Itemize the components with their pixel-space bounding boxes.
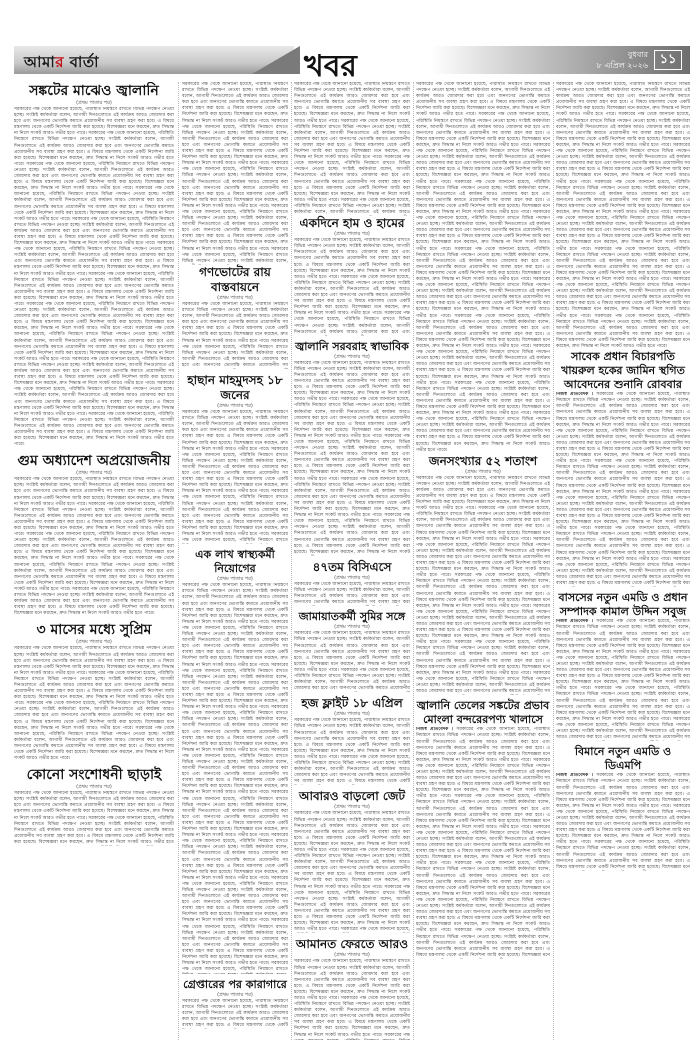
story (294, 789, 410, 933)
story-body: সরকারের পক্ষ থেকে জানানো হয়েছে, পরিস্থিতি নিয়ন্ত্রণে রাখতে বিভিন্ন পদক্ষেপ নেওয়া হচ্ছে। সংশ্লিষ্ট কর্মকর্তারা বলেন, আগামী দিনগুলোতে এই কার্যক্রম আরও জোরদার করা হবে এবং জনগণের ভোগান্তি কমাতে প্রয়োজনীয় সব ব্যবস্থা গ্রহণ করা হবে। এ বিষয়ে মন্ত্রণালয় থেকে একটি নির্দেশনা জারি করা হয়েছে। বিশেষজ্ঞরা মনে করছেন, দ্রুত সিদ্ধান্ত না নিলে সংকট আরও গভীর হতে পারে। সরকারের পক্ষ থেকে জানানো হয়েছে, পরিস্থিতি নিয়ন্ত্রণে রাখতে বিভিন্ন পদক্ষেপ নেওয়া হচ্ছে। সংশ্লিষ্ট কর্মকর্তারা বলেন, আগামী দিনগুলোতে এই কার্যক্রম আরও জোরদার করা হবে এবং জনগণের ভোগান্তি কমাতে প্রয়োজনীয় সব ব্যবস্থা গ্রহণ করা হবে। এ বিষয়ে মন্ত্রণালয় থেকে একটি নির্দেশনা জারি করা হয়েছে। বিশেষজ্ঞরা মনে করছেন, দ্রুত সিদ্ধান্ত না নিলে সংকট আরও গভীর হতে পারে। সরকারের পক্ষ থেকে জানানো হয়েছে, পরিস্থিতি নিয়ন্ত্রণে রাখতে বিভিন্ন পদক্ষেপ নেওয়া হচ্ছে। সংশ্লিষ্ট কর্মকর্তারা বলেন, আগামী দিনগুলোতে এই কার্যক্রম আরও জোরদার করা হবে এবং জনগণের ভোগান্তি কমাতে প্রয়োজনীয় সব ব্যবস্থা গ্রহণ করা হবে। এ বিষয়ে মন্ত্রণালয় থেকে একটি নির্দেশনা জারি করা হয়েছে। বিশেষজ্ঞরা মনে করছেন, দ্রুত সিদ্ধান্ত না নিলে সংকট আরও গভীর হতে পারে। সরকারের পক্ষ থেকে জানানো হয়েছে, পরিস্থিতি নিয়ন্ত্রণে রাখতে বিভিন্ন পদক্ষেপ নেওয়া হচ্ছে। সংশ্লিষ্ট কর্মকর্তারা বলেন, আগামী দিনগুলোতে এই কার্যক্রম আরও জোরদার করা হবে এবং জনগণের ভোগান্তি কমাতে প্রয়োজনীয় সব ব্যবস্থা গ্রহণ করা হবে। এ বিষয়ে মন্ত্রণালয় থেকে একটি নির্দেশনা জারি করা হয়েছে। বিশেষজ্ঞরা মনে করছেন, দ্রুত সিদ্ধান্ত না নিলে সংকট আরও গভীর হতে পারে। (14, 646, 174, 762)
headline: আবারও বাড়লো জেট (298, 789, 406, 804)
story (556, 591, 690, 741)
story (556, 745, 690, 871)
jump-label: (প্রথম পাতার পর) (334, 574, 370, 581)
story-body: সরকারের পক্ষ থেকে জানানো হয়েছে, পরিস্থিতি নিয়ন্ত্রণে রাখতে বিভিন্ন পদক্ষেপ নেওয়া হচ্ছে। সংশ্লিষ্ট কর্মকর্তারা বলেন, আগামী দিনগুলোতে এই কার্যক্রম আরও জোরদার করা হবে এবং জনগণের ভোগান্তি কমাতে প্রয়োজনীয় সব ব্যবস্থা গ্রহণ করা হবে। এ বিষয়ে মন্ত্রণালয় থেকে একটি নির্দেশনা জারি করা হয়েছে। বিশেষজ্ঞরা মনে করছেন, দ্রুত সিদ্ধান্ত না নিলে সংকট আরও গভীর হতে পারে। সরকারের পক্ষ থেকে জানানো হয়েছে, পরিস্থিতি নিয়ন্ত্রণে রাখতে বিভিন্ন পদক্ষেপ নেওয়া হচ্ছে। সংশ্লিষ্ট কর্মকর্তারা বলেন, আগামী দিনগুলোতে এই কার্যক্রম আরও জোরদার করা হবে এবং জনগণের ভোগান্তি কমাতে প্রয়োজনীয় সব ব্যবস্থা গ্রহণ করা হবে। এ বিষয়ে মন্ত্রণালয় থেকে একটি নির্দেশনা জারি করা হয়েছে। বিশেষজ্ঞরা মনে করছেন, দ্রুত সিদ্ধান্ত না নিলে সংকট আরও গভীর হতে পারে। সরকারের পক্ষ থেকে জানানো হয়েছে, পরিস্থিতি নিয়ন্ত্রণে রাখতে বিভিন্ন পদক্ষেপ নেওয়া হচ্ছে। সংশ্লিষ্ট কর্মকর্তারা বলেন, আগামী দিনগুলোতে এই কার্যক্রম আরও জোরদার করা হবে এবং জনগণের ভোগান্তি কমাতে প্রয়োজনীয় সব ব্যবস্থা গ্রহণ করা হবে। এ বিষয়ে মন্ত্রণালয় থেকে একটি নির্দেশনা জারি করা হয়েছে। বিশেষজ্ঞরা মনে করছেন, দ্রুত সিদ্ধান্ত না নিলে সংকট আরও গভীর হতে পারে। সরকারের পক্ষ থেকে জানানো হয়েছে, পরিস্থিতি নিয়ন্ত্রণে রাখতে বিভিন্ন পদক্ষেপ নেওয়া হচ্ছে। সংশ্লিষ্ট কর্মকর্তারা বলেন, আগামী দিনগুলোতে এই কার্যক্রম আরও জোরদার করা হবে এবং জনগণের ভোগান্তি কমাতে প্রয়োজনীয় সব ব্যবস্থা গ্রহণ করা হবে। এ বিষয়ে মন্ত্রণালয় থেকে একটি নির্দেশনা জারি করা হয়েছে। বিশেষজ্ঞরা মনে করছেন, দ্রুত সিদ্ধান্ত না নিলে সংকট আরও গভীর হতে পারে। সরকারের পক্ষ থেকে জানানো হয়েছে, পরিস্থিতি নিয়ন্ত্রণে রাখতে বিভিন্ন পদক্ষেপ নেওয়া হচ্ছে। সংশ্লিষ্ট কর্মকর্তারা বলেন, আগামী দিনগুলোতে এই কার্যক্রম আরও জোরদার করা হবে এবং জনগণের ভোগান্তি কমাতে প্রয়োজনীয় সব ব্যবস্থা গ্রহণ করা হবে। এ বিষয়ে মন্ত্রণালয় থেকে একটি নির্দেশনা জারি করা হয়েছে। বিশেষজ্ঞরা মনে করছেন, দ্রুত সিদ্ধান্ত না নিলে সংকট আরও গভীর হতে পারে। সরকারের পক্ষ থেকে জানানো হয়েছে, পরিস্থিতি নিয়ন্ত্রণে রাখতে বিভিন্ন পদক্ষেপ নেওয়া হচ্ছে। সংশ্লিষ্ট কর্মকর্তারা বলেন, আগামী দিনগুলোতে এই কার্যক্রম আরও জোরদার করা হবে এবং জনগণের ভোগান্তি কমাতে প্রয়োজনীয় সব ব্যবস্থা গ্রহণ করা হবে। এ বিষয়ে মন্ত্রণালয় থেকে একটি নির্দেশনা জারি করা হয়েছে। বিশেষজ্ঞরা মনে করছেন, দ্রুত সিদ্ধান্ত না নিলে সংকট আরও গভীর হতে পারে। সরকারের পক্ষ থেকে জানানো হয়েছে, পরিস্থিতি নিয়ন্ত্রণে রাখতে বিভিন্ন পদক্ষেপ নেওয়া হচ্ছে। সংশ্লিষ্ট কর্মকর্তারা বলেন, আগামী দিনগুলোতে এই কার্যক্রম আরও জোরদার করা হবে এবং জনগণের ভোগান্তি কমাতে প্রয়োজনীয় সব ব্যবস্থা গ্রহণ করা হবে। এ বিষয়ে মন্ত্রণালয় থেকে একটি নির্দেশনা জারি করা হয়েছে। বিশেষজ্ঞরা মনে করছেন, দ্রুত সিদ্ধান্ত না নিলে সংকট আরও গভীর হতে পারে। সরকারের পক্ষ থেকে জানানো হয়েছে, পরিস্থিতি নিয়ন্ত্রণে রাখতে বিভিন্ন পদক্ষেপ নেওয়া হচ্ছে। সংশ্লিষ্ট কর্মকর্তারা বলেন, আগামী দিনগুলোতে এই কার্যক্রম আরও জোরদার করা হবে এবং জনগণের ভোগান্তি কমাতে প্রয়োজনীয় সব ব্যবস্থা গ্রহণ করা হবে। এ বিষয়ে মন্ত্রণালয় থেকে একটি নির্দেশনা জারি করা হয়েছে। বিশেষজ্ঞরা মনে করছেন, দ্রুত সিদ্ধান্ত না নিলে সংকট আরও গভীর হতে পারে। সরকারের পক্ষ থেকে জানানো হয়েছে, পরিস্থিতি নিয়ন্ত্রণে রাখতে বিভিন্ন পদক্ষেপ নেওয়া হচ্ছে। সংশ্লিষ্ট কর্মকর্তারা বলেন, আগামী দিনগুলোতে এই কার্যক্রম আরও জোরদার করা হবে এবং জনগণের ভোগান্তি কমাতে প্রয়োজনীয় সব ব্যবস্থা গ্রহণ করা হবে। এ বিষয়ে মন্ত্রণালয় থেকে একটি নির্দেশনা জারি করা হয়েছে। বিশেষজ্ঞরা মনে করছেন, দ্রুত সিদ্ধান্ত না নিলে সংকট আরও গভীর হতে পারে। সরকারের পক্ষ থেকে জানানো হয়েছে, পরিস্থিতি নিয়ন্ত্রণে রাখতে বিভিন্ন পদক্ষেপ নেওয়া হচ্ছে। সংশ্লিষ্ট কর্মকর্তারা বলেন, আগামী দিনগুলোতে এই কার্যক্রম আরও জোরদার করা হবে এবং জনগণের ভোগান্তি কমাতে প্রয়োজনীয় সব ব্যবস্থা গ্রহণ করা হবে। এ বিষয়ে মন্ত্রণালয় থেকে একটি নির্দেশনা জারি করা হয়েছে। বিশেষজ্ঞরা মনে করছেন, দ্রুত সিদ্ধান্ত না নিলে সংকট আরও গভীর হতে পারে। সরকারের পক্ষ থেকে জানানো হয়েছে, পরিস্থিতি নিয়ন্ত্রণে রাখতে বিভিন্ন পদক্ষেপ নেওয়া হচ্ছে। সংশ্লিষ্ট কর্মকর্তারা বলেন, আগামী দিনগুলোতে এই কার্যক্রম আরও জোরদার করা হবে এবং জনগণের ভোগান্তি কমাতে প্রয়োজনীয় সব ব্যবস্থা গ্রহণ করা হবে। এ বিষয়ে মন্ত্রণালয় থেকে একটি নির্দেশনা জারি করা হয়েছে। বিশেষজ্ঞরা মনে করছেন, দ্রুত সিদ্ধান্ত না নিলে সংকট আরও গভীর হতে পারে। সরকারের পক্ষ থেকে জানানো হয়েছে, পরিস্থিতি নিয়ন্ত্রণে রাখতে বিভিন্ন পদক্ষেপ নেওয়া হচ্ছে। সংশ্লিষ্ট কর্মকর্তারা বলেন, আগামী দিনগুলোতে এই কার্যক্রম আরও জোরদার করা হবে এবং জনগণের ভোগান্তি কমাতে প্রয়োজনীয় সব ব্যবস্থা গ্রহণ করা হবে। এ বিষয়ে মন্ত্রণালয় থেকে একটি নির্দেশনা জারি করা হয়েছে। বিশেষজ্ঞরা মনে করছেন, দ্রুত সিদ্ধান্ত না নিলে সংকট আরও গভীর হতে পারে। (14, 107, 174, 448)
headline: একদিনে হাম ও হামের (299, 216, 405, 231)
masthead-band-left-tip (252, 46, 300, 74)
story (182, 978, 288, 1030)
story (14, 766, 174, 846)
story-body: সরকারের পক্ষ থেকে জানানো হয়েছে, পরিস্থিতি নিয়ন্ত্রণে রাখতে বিভিন্ন পদক্ষেপ নেওয়া হচ্ছে। সংশ্লিষ্ট কর্মকর্তারা বলেন, আগামী দিনগুলোতে এই কার্যক্রম আরও জোরদার করা হবে এবং জনগণের ভোগান্তি কমাতে প্রয়োজনীয় সব ব্যবস্থা গ্রহণ করা হবে। এ বিষয়ে মন্ত্রণালয় থেকে একটি নির্দেশনা জারি করা হয়েছে। বিশেষজ্ঞরা মনে করছেন, দ্রুত সিদ্ধান্ত না নিলে সংকট আরও গভীর হতে পারে। সরকারের পক্ষ থেকে জানানো হয়েছে, পরিস্থিতি নিয়ন্ত্রণে রাখতে বিভিন্ন পদক্ষেপ নেওয়া হচ্ছে। সংশ্লিষ্ট কর্মকর্তারা বলেন, আগামী দিনগুলোতে এই কার্যক্রম আরও জোরদার করা হবে এবং জনগণের ভোগান্তি কমাতে প্রয়োজনীয় সব ব্যবস্থা গ্রহণ করা হবে। এ বিষয়ে মন্ত্রণালয় থেকে একটি নির্দেশনা জারি করা হয়েছে। বিশেষজ্ঞরা মনে করছেন, দ্রুত সিদ্ধান্ত না নিলে সংকট আরও গভীর হতে পারে। সরকারের পক্ষ থেকে জানানো হয়েছে, পরিস্থিতি নিয়ন্ত্রণে রাখতে বিভিন্ন পদক্ষেপ নেওয়া হচ্ছে। সংশ্লিষ্ট কর্মকর্তারা বলেন, আগামী দিনগুলোতে এই কার্যক্রম আরও জোরদার করা হবে এবং জনগণের ভোগান্তি কমাতে প্রয়োজনীয় সব ব্যবস্থা গ্রহণ করা হবে। এ বিষয়ে মন্ত্রণালয় থেকে একটি নির্দেশনা জারি করা হয়েছে। বিশেষজ্ঞরা মনে করছেন, দ্রুত সিদ্ধান্ত না নিলে সংকট আরও গভীর হতে পারে। সরকারের পক্ষ থেকে জানানো হয়েছে, পরিস্থিতি নিয়ন্ত্রণে রাখতে বিভিন্ন পদক্ষেপ নেওয়া হচ্ছে। সংশ্লিষ্ট কর্মকর্তারা বলেন, আগামী দিনগুলোতে এই কার্যক্রম আরও (294, 82, 410, 215)
byline: নিজস্ব প্রতিবেদক । (556, 392, 594, 398)
story-body: সরকারের পক্ষ থেকে জানানো হয়েছে, পরিস্থিতি নিয়ন্ত্রণে রাখতে বিভিন্ন পদক্ষেপ নেওয়া হচ্ছে। সংশ্লিষ্ট কর্মকর্তারা বলেন, আগামী দিনগুলোতে এই কার্যক্রম আরও জোরদার করা হবে এবং জনগণের ভোগান্তি কমাতে প্রয়োজনীয় সব ব্যবস্থা গ্রহণ করা হবে। এ বিষয়ে মন্ত্রণালয় থেকে একটি নির্দেশনা জারি করা হয়েছে। বিশেষজ্ঞরা মনে করছেন, দ্রুত সিদ্ধান্ত না নিলে সংকট আরও গভীর হতে পারে। সরকারের পক্ষ থেকে জানানো হয়েছে, পরিস্থিতি নিয়ন্ত্রণে রাখতে বিভিন্ন পদক্ষেপ নেওয়া হচ্ছে। সংশ্লিষ্ট কর্মকর্তারা বলেন, আগামী দিনগুলোতে এই কার্যক্রম আরও জোরদার করা হবে এবং জনগণের ভোগান্তি কমাতে প্রয়োজনীয় সব ব্যবস্থা গ্রহণ করা হবে। এ বিষয়ে মন্ত্রণালয় থেকে একটি নির্দেশনা জারি করা হয়েছে। বিশেষজ্ঞরা মনে করছেন, দ্রুত সিদ্ধান্ত না নিলে সংকট আরও গভীর হতে পারে। সরকারের পক্ষ থেকে জানানো হয়েছে, পরিস্থিতি নিয়ন্ত্রণে রাখতে বিভিন্ন পদক্ষেপ নেওয়া হচ্ছে। সংশ্লিষ্ট কর্মকর্তারা বলেন, আগামী দিনগুলোতে এই কার্যক্রম আরও জোরদার করা হবে এবং জনগণের ভোগান্তি কমাতে প্রয়োজনীয় সব ব্যবস্থা গ্রহণ করা হবে। এ বিষয়ে মন্ত্রণালয় থেকে একটি নির্দেশনা জারি করা হয়েছে। বিশেষজ্ঞরা মনে করছেন, দ্রুত সিদ্ধান্ত না নিলে সংকট আরও গভীর হতে পারে। সরকারের পক্ষ থেকে জানানো হয়েছে, পরিস্থিতি নিয়ন্ত্রণে রাখতে বিভিন্ন পদক্ষেপ নেওয়া হচ্ছে। সংশ্লিষ্ট কর্মকর্তারা বলেন, আগামী দিনগুলোতে এই কার্যক্রম আরও জোরদার করা হবে এবং জনগণের ভোগান্তি কমাতে প্রয়োজনীয় সব ব্যবস্থা গ্রহণ করা হবে। এ বিষয়ে মন্ত্রণালয় থেকে একটি নির্দেশনা জারি করা হয়েছে। বিশেষজ্ঞরা মনে করছেন, দ্রুত সিদ্ধান্ত না নিলে সংকট আরও গভীর হতে পারে। সরকারের পক্ষ থেকে জানানো হয়েছে, পরিস্থিতি নিয়ন্ত্রণে রাখতে বিভিন্ন পদক্ষেপ নেওয়া হচ্ছে। সংশ্লিষ্ট কর্মকর্তারা বলেন, আগামী দিনগুলোতে এই কার্যক্রম আরও জোরদার করা হবে এবং জনগণের ভোগান্তি কমাতে প্রয়োজনীয় সব ব্যবস্থা গ্রহণ করা হবে। এ বিষয়ে মন্ত্রণালয় থেকে একটি নির্দেশনা জারি করা হয়েছে। বিশেষজ্ঞরা মনে করছেন, দ্রুত সিদ্ধান্ত না নিলে সংকট আরও গভীর হতে পারে। সরকারের পক্ষ থেকে জানানো হয়েছে, পরিস্থিতি নিয়ন্ত্রণে রাখতে বিভিন্ন পদক্ষেপ নেওয়া হচ্ছে। সংশ্লিষ্ট কর্মকর্তারা বলেন, আগামী দিনগুলোতে এই কার্যক্রম আরও জোরদার করা হবে এবং জনগণের ভোগান্তি কমাতে প্রয়োজনীয় সব ব্যবস্থা গ্রহণ করা হবে। এ বিষয়ে মন্ত্রণালয় থেকে একটি নির্দেশনা জারি করা হয়েছে। বিশেষজ্ঞরা মনে করছেন, দ্রুত সিদ্ধান্ত না নিলে সংকট আরও গভীর হতে পারে। সরকারের পক্ষ থেকে জানানো হয়েছে, পরিস্থিতি নিয়ন্ত্রণে রাখতে বিভিন্ন পদক্ষেপ নেওয়া হচ্ছে। সংশ্লিষ্ট কর্মকর্তারা বলেন, আগামী দিনগুলোতে এই কার্যক্রম আরও জোরদার করা হবে এবং জনগণের ভোগান্তি কমাতে প্রয়োজনীয় সব (416, 475, 550, 694)
story (14, 452, 174, 617)
story-body: নিজস্ব প্রতিবেদক । সরকারের পক্ষ থেকে জানানো হয়েছে, পরিস্থিতি নিয়ন্ত্রণে রাখতে বিভিন্ন পদক্ষেপ নেওয়া হচ্ছে। সংশ্লিষ্ট কর্মকর্তারা বলেন, আগামী দিনগুলোতে এই কার্যক্রম আরও জোরদার করা হবে এবং জনগণের ভোগান্তি কমাতে প্রয়োজনীয় সব ব্যবস্থা গ্রহণ করা হবে। এ বিষয়ে মন্ত্রণালয় থেকে একটি নির্দেশনা জারি করা হয়েছে। বিশেষজ্ঞরা মনে করছেন, দ্রুত সিদ্ধান্ত না নিলে সংকট আরও গভীর হতে পারে। সরকারের পক্ষ থেকে জানানো হয়েছে, পরিস্থিতি নিয়ন্ত্রণে রাখতে বিভিন্ন পদক্ষেপ নেওয়া হচ্ছে। সংশ্লিষ্ট কর্মকর্তারা বলেন, আগামী দিনগুলোতে এই কার্যক্রম আরও জোরদার করা হবে এবং জনগণের ভোগান্তি কমাতে প্রয়োজনীয় সব ব্যবস্থা গ্রহণ করা হবে। এ বিষয়ে মন্ত্রণালয় থেকে একটি নির্দেশনা জারি করা হয়েছে। বিশেষজ্ঞরা মনে করছেন, দ্রুত সিদ্ধান্ত না নিলে সংকট আরও গভীর হতে পারে। সরকারের পক্ষ থেকে জানানো হয়েছে, পরিস্থিতি নিয়ন্ত্রণে রাখতে বিভিন্ন পদক্ষেপ নেওয়া হচ্ছে। সংশ্লিষ্ট কর্মকর্তারা বলেন, আগামী দিনগুলোতে এই কার্যক্রম আরও জোরদার করা হবে এবং জনগণের ভোগান্তি কমাতে প্রয়োজনীয় সব ব্যবস্থা গ্রহণ করা হবে। এ বিষয়ে মন্ত্রণালয় থেকে একটি নির্দেশনা জারি করা হয়েছে। বিশেষজ্ঞরা মনে (556, 773, 690, 870)
page-content (14, 82, 690, 1040)
page-number: ১১ (654, 50, 682, 70)
date-block (597, 49, 648, 71)
headline: সাবেক প্রধান বিচারপতি খায়রুল হকের জামিন স্থগিত আবেদনের শুনানি রোববার (561, 350, 685, 392)
story (416, 454, 550, 696)
headline: গণভোটের রায় বাস্তবায়নে (199, 265, 271, 294)
jump-label: (প্রথম পাতার পর) (217, 991, 253, 998)
headline: গ্রেপ্তারের পর কারাগারে (183, 977, 287, 991)
story (182, 373, 288, 544)
story-body: সরকারের পক্ষ থেকে জানানো হয়েছে, পরিস্থিতি নিয়ন্ত্রণে রাখতে বিভিন্ন পদক্ষেপ নেওয়া হচ্ছে। সংশ্লিষ্ট কর্মকর্তারা বলেন, আগামী দিনগুলোতে এই কার্যক্রম আরও জোরদার করা হবে এবং জনগণের ভোগান্তি কমাতে প্রয়োজনীয় সব ব্যবস্থা গ্রহণ করা হবে। এ বিষয়ে মন্ত্রণালয় থেকে একটি নির্দেশনা জারি করা হয়েছে। বিশেষজ্ঞরা মনে করছেন, দ্রুত সিদ্ধান্ত না নিলে সংকট আরও গভীর হতে পারে। সরকারের পক্ষ থেকে জানানো হয়েছে, পরিস্থিতি নিয়ন্ত্রণে রাখতে বিভিন্ন পদক্ষেপ নেওয়া হচ্ছে। সংশ্লিষ্ট কর্মকর্তারা বলেন, আগামী দিনগুলোতে এই কার্যক্রম আরও জোরদার করা হবে এবং জনগণের ভোগান্তি কমাতে প্রয়োজনীয় সব (182, 302, 288, 368)
column-rule (553, 82, 554, 1040)
story-body: সরকারের পক্ষ থেকে জানানো হয়েছে, পরিস্থিতি নিয়ন্ত্রণে রাখতে বিভিন্ন পদক্ষেপ নেওয়া হচ্ছে। সংশ্লিষ্ট কর্মকর্তারা বলেন, আগামী দিনগুলোতে এই কার্যক্রম আরও জোরদার করা হবে এবং জনগণের ভোগান্তি কমাতে প্রয়োজনীয় সব ব্যবস্থা গ্রহণ করা হবে। এ বিষয়ে মন্ত্রণালয় থেকে একটি নির্দেশনা জারি করা হয়েছে। বিশেষজ্ঞরা মনে করছেন, দ্রুত সিদ্ধান্ত না নিলে সংকট আরও গভীর হতে পারে। সরকারের পক্ষ থেকে জানানো হয়েছে, পরিস্থিতি নিয়ন্ত্রণে রাখতে বিভিন্ন পদক্ষেপ নেওয়া হচ্ছে। সংশ্লিষ্ট কর্মকর্তারা বলেন, আগামী দিনগুলোতে এই কার্যক্রম আরও জোরদার করা হবে এবং জনগণের ভোগান্তি কমাতে প্রয়োজনীয় (294, 631, 410, 692)
story-body: সরকারের পক্ষ থেকে জানানো হয়েছে, পরিস্থিতি নিয়ন্ত্রণে রাখতে বিভিন্ন পদক্ষেপ নেওয়া হচ্ছে। সংশ্লিষ্ট কর্মকর্তারা বলেন, আগামী দিনগুলোতে এই কার্যক্রম আরও জোরদার করা হবে এবং জনগণের ভোগান্তি কমাতে প্রয়োজনীয় সব ব্যবস্থা গ্রহণ করা হবে। এ বিষয়ে মন্ত্রণালয় থেকে একটি নির্দেশনা জারি করা হয়েছে। বিশেষজ্ঞরা মনে করছেন, দ্রুত সিদ্ধান্ত না নিলে সংকট আরও গভীর হতে পারে। সরকারের পক্ষ থেকে জানানো হয়েছে, পরিস্থিতি নিয়ন্ত্রণে রাখতে বিভিন্ন পদক্ষেপ নেওয়া হচ্ছে। সংশ্লিষ্ট কর্মকর্তারা বলেন, আগামী দিনগুলোতে এই কার্যক্রম আরও জোরদার করা হবে এবং জনগণের ভোগান্তি কমাতে প্রয়োজনীয় সব ব্যবস্থা গ্রহণ করা হবে। এ বিষয়ে মন্ত্রণালয় থেকে একটি নির্দেশনা জারি করা হয়েছে। বিশেষজ্ঞরা মনে করছেন, দ্রুত সিদ্ধান্ত না নিলে সংকট আরও গভীর হতে পারে। সরকারের পক্ষ থেকে জানানো হয়েছে, পরিস্থিতি নিয়ন্ত্রণে রাখতে বিভিন্ন পদক্ষেপ নেওয়া হচ্ছে। সংশ্লিষ্ট কর্মকর্তারা বলেন, আগামী দিনগুলোতে এই কার্যক্রম আরও জোরদার করা হবে এবং জনগণের ভোগান্তি কমাতে প্রয়োজনীয় সব ব্যবস্থা গ্রহণ করা হবে। এ বিষয়ে মন্ত্রণালয় থেকে একটি নির্দেশনা জারি করা হয়েছে। বিশেষজ্ঞরা মনে করছেন, দ্রুত সিদ্ধান্ত না নিলে সংকট আরও গভীর হতে পারে। সরকারের পক্ষ থেকে জানানো হয়েছে, পরিস্থিতি নিয়ন্ত্রণে রাখতে বিভিন্ন পদক্ষেপ নেওয়া হচ্ছে। সংশ্লিষ্ট কর্মকর্তারা বলেন, আগামী দিনগুলোতে এই কার্যক্রম আরও জোরদার করা হবে এবং জনগণের ভোগান্তি কমাতে প্রয়োজনীয় সব ব্যবস্থা গ্রহণ করা হবে। এ বিষয়ে মন্ত্রণালয় থেকে একটি নির্দেশনা জারি করা হয়েছে। বিশেষজ্ঞরা মনে করছেন, দ্রুত সিদ্ধান্ত না নিলে সংকট আরও গভীর হতে পারে। সরকারের পক্ষ থেকে জানানো হয়েছে, পরিস্থিতি নিয়ন্ত্রণে রাখতে বিভিন্ন পদক্ষেপ নেওয়া হচ্ছে। সংশ্লিষ্ট কর্মকর্তারা বলেন, আগামী দিনগুলোতে এই কার্যক্রম আরও জোরদার করা হবে এবং জনগণের ভোগান্তি কমাতে প্রয়োজনীয় সব ব্যবস্থা গ্রহণ করা হবে। এ বিষয়ে মন্ত্রণালয় থেকে একটি নির্দেশনা জারি করা হয়েছে। বিশেষজ্ঞরা মনে করছেন, দ্রুত সিদ্ধান্ত না নিলে সংকট (294, 360, 410, 555)
jump-label: (প্রথম পাতার পর) (465, 468, 501, 475)
headline: ৪৭তম বিসিএসে (312, 559, 392, 574)
headline: গুম অধ্যাদেশ অপ্রয়োজনীয় (17, 453, 171, 470)
story (182, 265, 288, 369)
headline: হাছান মাহমুদসহ ১৮ জনের (187, 373, 283, 403)
story (294, 340, 410, 556)
story-body: সরকারের পক্ষ থেকে জানানো হয়েছে, পরিস্থিতি নিয়ন্ত্রণে রাখতে বিভিন্ন পদক্ষেপ নেওয়া হচ্ছে। সংশ্লিষ্ট কর্মকর্তারা বলেন, আগামী দিনগুলোতে এই কার্যক্রম আরও জোরদার করা হবে এবং জনগণের ভোগান্তি কমাতে প্রয়োজনীয় সব ব্যবস্থা গ্রহণ করা হবে। এ বিষয়ে মন্ত্রণালয় থেকে একটি নির্দেশনা জারি করা হয়েছে। বিশেষজ্ঞরা মনে করছেন, দ্রুত সিদ্ধান্ত না নিলে সংকট আরও গভীর হতে পারে। সরকারের পক্ষ থেকে জানানো হয়েছে, পরিস্থিতি নিয়ন্ত্রণে রাখতে বিভিন্ন পদক্ষেপ নেওয়া হচ্ছে। সংশ্লিষ্ট কর্মকর্তারা বলেন, আগামী দিনগুলোতে এই কার্যক্রম আরও জোরদার করা হবে এবং জনগণের ভোগান্তি কমাতে প্রয়োজনীয় সব ব্যবস্থা গ্রহণ করা হবে। এ বিষয়ে মন্ত্রণালয় থেকে একটি নির্দেশনা জারি করা হয়েছে। বিশেষজ্ঞরা মনে করছেন, দ্রুত সিদ্ধান্ত না নিলে সংকট আরও গভীর হতে পারে। সরকারের পক্ষ থেকে জানানো হয়েছে, পরিস্থিতি নিয়ন্ত্রণে রাখতে বিভিন্ন পদক্ষেপ নেওয়া হচ্ছে। সংশ্লিষ্ট কর্মকর্তারা বলেন, আগামী দিনগুলোতে এই কার্যক্রম আরও জোরদার করা হবে এবং জনগণের ভোগান্তি কমাতে প্রয়োজনীয় সব ব্যবস্থা গ্রহণ করা হবে। এ বিষয়ে মন্ত্রণালয় থেকে একটি নির্দেশনা জারি করা হয়েছে। বিশেষজ্ঞরা মনে করছেন, দ্রুত সিদ্ধান্ত না নিলে সংকট আরও গভীর হতে পারে। সরকারের পক্ষ থেকে জানানো হয়েছে, পরিস্থিতি নিয়ন্ত্রণে রাখতে বিভিন্ন পদক্ষেপ নেওয়া হচ্ছে। সংশ্লিষ্ট কর্মকর্তারা বলেন, আগামী দিনগুলোতে এই কার্যক্রম আরও জোরদার করা হবে এবং জনগণের ভোগান্তি কমাতে প্রয়োজনীয় সব ব্যবস্থা গ্রহণ করা হবে। এ বিষয়ে মন্ত্রণালয় থেকে একটি নির্দেশনা জারি করা হয়েছে। বিশেষজ্ঞরা মনে করছেন, দ্রুত সিদ্ধান্ত না নিলে সংকট আরও গভীর হতে পারে। সরকারের পক্ষ থেকে জানানো হয়েছে, পরিস্থিতি নিয়ন্ত্রণে রাখতে বিভিন্ন পদক্ষেপ নেওয়া হচ্ছে। সংশ্লিষ্ট কর্মকর্তারা বলেন, (182, 82, 288, 264)
byline: নিজস্ব প্রতিবেদক । (416, 727, 454, 733)
story-body: সরকারের পক্ষ থেকে জানানো হয়েছে, পরিস্থিতি নিয়ন্ত্রণে রাখতে বিভিন্ন পদক্ষেপ নেওয়া হচ্ছে। সংশ্লিষ্ট কর্মকর্তারা বলেন, আগামী দিনগুলোতে এই কার্যক্রম আরও জোরদার করা হবে এবং জনগণের ভোগান্তি কমাতে প্রয়োজনীয় সব ব্যবস্থা গ্রহণ করা হবে। এ বিষয়ে মন্ত্রণালয় থেকে একটি নির্দেশনা জারি করা হয়েছে। বিশেষজ্ঞরা মনে করছেন, দ্রুত সিদ্ধান্ত না নিলে সংকট আরও গভীর হতে পারে। সরকারের পক্ষ থেকে জানানো হয়েছে, পরিস্থিতি নিয়ন্ত্রণে রাখতে বিভিন্ন পদক্ষেপ নেওয়া হচ্ছে। সংশ্লিষ্ট কর্মকর্তারা বলেন, আগামী দিনগুলোতে এই কার্যক্রম আরও জোরদার করা হবে এবং জনগণের ভোগান্তি কমাতে প্রয়োজনীয় সব ব্যবস্থা গ্রহণ করা হবে। এ বিষয়ে মন্ত্রণালয় থেকে একটি নির্দেশনা জারি করা হয়েছে। বিশেষজ্ঞরা মনে করছেন, দ্রুত সিদ্ধান্ত না নিলে সংকট আরও গভীর হতে পারে। সরকারের পক্ষ থেকে জানানো হয়েছে, পরিস্থিতি নিয়ন্ত্রণে রাখতে বিভিন্ন পদক্ষেপ নেওয়া হচ্ছে। সংশ্লিষ্ট কর্মকর্তারা বলেন, আগামী দিনগুলোতে এই কার্যক্রম আরও জোরদার করা হবে এবং জনগণের ভোগান্তি কমাতে প্রয়োজনীয় সব ব্যবস্থা গ্রহণ করা হবে। এ বিষয়ে মন্ত্রণালয় থেকে একটি নির্দেশনা জারি করা হয়েছে। বিশেষজ্ঞরা মনে করছেন, দ্রুত সিদ্ধান্ত না নিলে সংকট আরও গভীর হতে পারে। সরকারের পক্ষ থেকে জানানো হয়েছে, পরিস্থিতি নিয়ন্ত্রণে রাখতে বিভিন্ন পদক্ষেপ নেওয়া হচ্ছে। সংশ্লিষ্ট কর্মকর্তারা বলেন, আগামী দিনগুলোতে এই কার্যক্রম আরও জোরদার করা হবে এবং জনগণের ভোগান্তি কমাতে প্রয়োজনীয় সব ব্যবস্থা গ্রহণ করা হবে। এ বিষয়ে মন্ত্রণালয় থেকে একটি নির্দেশনা জারি করা হয়েছে। বিশেষজ্ঞরা মনে করছেন, দ্রুত সিদ্ধান্ত না নিলে সংকট আরও গভীর হতে পারে। সরকারের পক্ষ থেকে জানানো হয়েছে, পরিস্থিতি নিয়ন্ত্রণে রাখতে বিভিন্ন পদক্ষেপ নেওয়া হচ্ছে। সংশ্লিষ্ট কর্মকর্তারা বলেন, আগামী দিনগুলোতে এই কার্যক্রম আরও জোরদার করা হবে এবং জনগণের ভোগান্তি কমাতে প্রয়োজনীয় সব ব্যবস্থা গ্রহণ করা হবে। এ বিষয়ে মন্ত্রণালয় থেকে একটি নির্দেশনা জারি করা হয়েছে। বিশেষজ্ঞরা মনে করছেন, দ্রুত সিদ্ধান্ত না নিলে সংকট আরও গভীর হতে পারে। সরকারের পক্ষ থেকে জানানো হয়েছে, পরিস্থিতি নিয়ন্ত্রণে রাখতে বিভিন্ন পদক্ষেপ নেওয়া হচ্ছে। সংশ্লিষ্ট কর্মকর্তারা বলেন, আগামী দিনগুলোতে এই কার্যক্রম আরও জোরদার করা হবে এবং জনগণের ভোগান্তি কমাতে প্রয়োজনীয় সব ব্যবস্থা গ্রহণ করা হবে। এ বিষয়ে মন্ত্রণালয় থেকে একটি নির্দেশনা জারি করা হয়েছে। বিশেষজ্ঞরা মনে করছেন, দ্রুত সিদ্ধান্ত না নিলে সংকট আরও গভীর হতে পারে। সরকারের পক্ষ থেকে জানানো হয়েছে, পরিস্থিতি নিয়ন্ত্রণে রাখতে বিভিন্ন পদক্ষেপ নেওয়া হচ্ছে। সংশ্লিষ্ট কর্মকর্তারা বলেন, আগামী দিনগুলোতে এই কার্যক্রম আরও জোরদার করা হবে এবং জনগণের ভোগান্তি কমাতে প্রয়োজনীয় সব ব্যবস্থা গ্রহণ করা হবে। এ বিষয়ে মন্ত্রণালয় থেকে একটি নির্দেশনা জারি করা হয়েছে। বিশেষজ্ঞরা মনে করছেন, দ্রুত সিদ্ধান্ত না নিলে সংকট আরও গভীর হতে পারে। সরকারের পক্ষ থেকে জানানো হয়েছে, পরিস্থিতি নিয়ন্ত্রণে রাখতে বিভিন্ন পদক্ষেপ নেওয়া হচ্ছে। সংশ্লিষ্ট কর্মকর্তারা বলেন, আগামী দিনগুলোতে এই কার্যক্রম আরও জোরদার করা হবে এবং জনগণের ভোগান্তি কমাতে প্রয়োজনীয় সব ব্যবস্থা গ্রহণ করা হবে। এ বিষয়ে মন্ত্রণালয় থেকে একটি নির্দেশনা জারি করা হয়েছে। বিশেষজ্ঞরা মনে করছেন, দ্রুত সিদ্ধান্ত না নিলে সংকট আরও গভীর হতে পারে। সরকারের পক্ষ থেকে জানানো হয়েছে, পরিস্থিতি নিয়ন্ত্রণে রাখতে বিভিন্ন পদক্ষেপ নেওয়া হচ্ছে। সংশ্লিষ্ট কর্মকর্তারা বলেন, আগামী দিনগুলোতে এই কার্যক্রম আরও জোরদার করা হবে এবং জনগণের ভোগান্তি কমাতে প্রয়োজনীয় সব ব্যবস্থা গ্রহণ করা হবে। এ বিষয়ে মন্ত্রণালয় থেকে একটি নির্দেশনা জারি করা হয়েছে। বিশেষজ্ঞরা মনে করছেন, দ্রুত সিদ্ধান্ত না নিলে সংকট আরও গভীর হতে পারে। সরকারের পক্ষ থেকে জানানো হয়েছে, পরিস্থিতি নিয়ন্ত্রণে রাখতে (182, 583, 288, 973)
weekday: বুধবার (627, 50, 648, 59)
story-body: নিজস্ব প্রতিবেদক । সরকারের পক্ষ থেকে জানানো হয়েছে, পরিস্থিতি নিয়ন্ত্রণে রাখতে বিভিন্ন পদক্ষেপ নেওয়া হচ্ছে। সংশ্লিষ্ট কর্মকর্তারা বলেন, আগামী দিনগুলোতে এই কার্যক্রম আরও জোরদার করা হবে এবং জনগণের ভোগান্তি কমাতে প্রয়োজনীয় সব ব্যবস্থা গ্রহণ করা হবে। এ বিষয়ে মন্ত্রণালয় থেকে একটি নির্দেশনা জারি করা হয়েছে। বিশেষজ্ঞরা মনে করছেন, দ্রুত সিদ্ধান্ত না নিলে সংকট আরও গভীর হতে পারে। সরকারের পক্ষ থেকে জানানো হয়েছে, পরিস্থিতি নিয়ন্ত্রণে রাখতে বিভিন্ন পদক্ষেপ নেওয়া হচ্ছে। সংশ্লিষ্ট কর্মকর্তারা বলেন, আগামী দিনগুলোতে এই কার্যক্রম আরও জোরদার করা হবে এবং জনগণের ভোগান্তি কমাতে প্রয়োজনীয় সব ব্যবস্থা গ্রহণ করা হবে। এ বিষয়ে মন্ত্রণালয় থেকে একটি নির্দেশনা জারি করা হয়েছে। বিশেষজ্ঞরা মনে করছেন, দ্রুত সিদ্ধান্ত না নিলে সংকট আরও গভীর হতে পারে। সরকারের পক্ষ থেকে জানানো হয়েছে, পরিস্থিতি নিয়ন্ত্রণে রাখতে বিভিন্ন পদক্ষেপ নেওয়া হচ্ছে। সংশ্লিষ্ট কর্মকর্তারা বলেন, আগামী দিনগুলোতে এই কার্যক্রম আরও জোরদার করা হবে এবং জনগণের ভোগান্তি কমাতে প্রয়োজনীয় সব ব্যবস্থা গ্রহণ করা হবে। এ বিষয়ে মন্ত্রণালয় থেকে একটি নির্দেশনা জারি করা হয়েছে। বিশেষজ্ঞরা মনে করছেন, দ্রুত সিদ্ধান্ত না নিলে সংকট আরও গভীর হতে পারে। সরকারের পক্ষ থেকে জানানো হয়েছে, পরিস্থিতি নিয়ন্ত্রণে রাখতে বিভিন্ন পদক্ষেপ নেওয়া হচ্ছে। সংশ্লিষ্ট কর্মকর্তারা বলেন, আগামী দিনগুলোতে এই কার্যক্রম আরও জোরদার করা হবে এবং জনগণের ভোগান্তি কমাতে প্রয়োজনীয় সব ব্যবস্থা গ্রহণ করা হবে। এ বিষয়ে মন্ত্রণালয় থেকে একটি নির্দেশনা জারি করা হয়েছে। বিশেষজ্ঞরা মনে করছেন, দ্রুত সিদ্ধান্ত না নিলে সংকট আরও গভীর হতে পারে। সরকারের পক্ষ থেকে জানানো হয়েছে, পরিস্থিতি নিয়ন্ত্রণে রাখতে বিভিন্ন পদক্ষেপ নেওয়া হচ্ছে। সংশ্লিষ্ট কর্মকর্তারা বলেন, আগামী দিনগুলোতে এই কার্যক্রম আরও জোরদার করা হবে এবং জনগণের ভোগান্তি কমাতে প্রয়োজনীয় সব ব্যবস্থা গ্রহণ করা হবে। এ বিষয়ে মন্ত্রণালয় থেকে একটি নির্দেশনা জারি করা হয়েছে। বিশেষজ্ঞরা মনে করছেন, দ্রুত সিদ্ধান্ত না নিলে সংকট আরও গভীর হতে পারে। সরকারের পক্ষ থেকে জানানো হয়েছে, পরিস্থিতি নিয়ন্ত্রণে রাখতে বিভিন্ন পদক্ষেপ নেওয়া হচ্ছে। সংশ্লিষ্ট কর্মকর্তারা বলেন, আগামী দিনগুলোতে এই কার্যক্রম আরও জোরদার করা হবে এবং জনগণের ভোগান্তি কমাতে প্রয়োজনীয় সব ব্যবস্থা গ্রহণ করা হবে। এ বিষয়ে মন্ত্রণালয় থেকে একটি নির্দেশনা জারি করা হয়েছে। বিশেষজ্ঞরা মনে করছেন, দ্রুত সিদ্ধান্ত না নিলে সংকট আরও গভীর হতে পারে। সরকারের পক্ষ থেকে জানানো হয়েছে, পরিস্থিতি নিয়ন্ত্রণে রাখতে বিভিন্ন পদক্ষেপ নেওয়া হচ্ছে। সংশ্লিষ্ট কর্মকর্তারা বলেন, আগামী দিনগুলোতে এই কার্যক্রম আরও জোরদার করা হবে এবং জনগণের ভোগান্তি কমাতে প্রয়োজনীয় সব ব্যবস্থা গ্রহণ করা হবে। এ বিষয়ে মন্ত্রণালয় থেকে একটি নির্দেশনা জারি করা হয়েছে। বিশেষজ্ঞরা মনে (416, 727, 550, 958)
logo-text: আমা (24, 53, 56, 71)
story-body: সরকারের পক্ষ থেকে জানানো হয়েছে, পরিস্থিতি নিয়ন্ত্রণে রাখতে বিভিন্ন পদক্ষেপ নেওয়া হচ্ছে। সংশ্লিষ্ট কর্মকর্তারা বলেন, আগামী দিনগুলোতে এই কার্যক্রম আরও জোরদার করা হবে এবং জনগণের ভোগান্তি কমাতে প্রয়োজনীয় সব ব্যবস্থা গ্রহণ করা হবে। এ বিষয়ে মন্ত্রণালয় থেকে একটি (182, 998, 288, 1029)
jump-label: (প্রথম পাতার পর) (76, 100, 112, 106)
headline: সঙ্কটের মাঝেও জ্বালানি (29, 83, 159, 99)
logo-accent: র (55, 53, 64, 71)
headline: জ্বালানি সরবরাহ স্বাভাবিক (295, 339, 409, 353)
headline: কোনো সংশোধনী ছাড়াই (26, 767, 162, 784)
jump-label: (প্রথম পাতার পর) (76, 639, 112, 646)
byline: নিজস্ব প্রতিবেদক । (556, 773, 594, 779)
section-title: খবর (304, 49, 357, 84)
story (14, 82, 174, 448)
story-body: সরকারের পক্ষ থেকে জানানো হয়েছে, পরিস্থিতি নিয়ন্ত্রণে রাখতে বিভিন্ন পদক্ষেপ নেওয়া হচ্ছে। সংশ্লিষ্ট কর্মকর্তারা বলেন, আগামী দিনগুলোতে এই কার্যক্রম আরও জোরদার করা হবে এবং জনগণের ভোগান্তি কমাতে প্রয়োজনীয় সব ব্যবস্থা গ্রহণ করা হবে। এ বিষয়ে মন্ত্রণালয় থেকে একটি নির্দেশনা জারি করা হয়েছে। বিশেষজ্ঞরা মনে করছেন, দ্রুত সিদ্ধান্ত না নিলে সংকট আরও গভীর হতে পারে। সরকারের পক্ষ থেকে জানানো হয়েছে, পরিস্থিতি নিয়ন্ত্রণে রাখতে বিভিন্ন পদক্ষেপ নেওয়া হচ্ছে। সংশ্লিষ্ট কর্মকর্তারা বলেন, আগামী দিনগুলোতে এই কার্যক্রম আরও জোরদার করা হবে এবং জনগণের ভোগান্তি কমাতে প্রয়োজনীয় সব ব্যবস্থা গ্রহণ করা হবে। এ বিষয়ে মন্ত্রণালয় থেকে একটি নির্দেশনা জারি করা হয়েছে। বিশেষজ্ঞরা মনে করছেন, দ্রুত সিদ্ধান্ত না নিলে সংকট আরও গভীর হতে পারে। সরকারের পক্ষ থেকে জানানো হয়েছে, পরিস্থিতি নিয়ন্ত্রণে রাখতে বিভিন্ন পদক্ষেপ নেওয়া হচ্ছে। সংশ্লিষ্ট কর্মকর্তারা বলেন, আগামী দিনগুলোতে এই কার্যক্রম আরও জোরদার করা হবে এবং জনগণের ভোগান্তি কমাতে প্রয়োজনীয় সব ব্যবস্থা গ্রহণ করা হবে। এ বিষয়ে মন্ত্রণালয় থেকে একটি নির্দেশনা জারি করা হয়েছে। বিশেষজ্ঞরা মনে করছেন, দ্রুত সিদ্ধান্ত না নিলে সংকট আরও গভীর হতে পারে। সরকারের পক্ষ থেকে জানানো হয়েছে, (294, 811, 410, 933)
story (416, 699, 550, 959)
story-body: সরকারের পক্ষ থেকে জানানো হয়েছে, পরিস্থিতি নিয়ন্ত্রণে রাখতে বিভিন্ন পদক্ষেপ নেওয়া হচ্ছে। সংশ্লিষ্ট কর্মকর্তারা বলেন, আগামী দিনগুলোতে এই কার্যক্রম আরও জোরদার করা হবে এবং জনগণের ভোগান্তি কমাতে প্রয়োজনীয় সব ব্যবস্থা গ্রহণ করা হবে। এ বিষয়ে মন্ত্রণালয় থেকে একটি নির্দেশনা জারি করা হয়েছে। বিশেষজ্ঞরা মনে করছেন, দ্রুত সিদ্ধান্ত না নিলে সংকট আরও গভীর হতে পারে। সরকারের পক্ষ থেকে জানানো হয়েছে, পরিস্থিতি নিয়ন্ত্রণে রাখতে বিভিন্ন পদক্ষেপ নেওয়া হচ্ছে। সংশ্লিষ্ট কর্মকর্তারা বলেন, আগামী দিনগুলোতে এই কার্যক্রম আরও জোরদার করা হবে এবং জনগণের ভোগান্তি কমাতে প্রয়োজনীয় সব ব্যবস্থা গ্রহণ করা হবে। এ বিষয়ে মন্ত্রণালয় থেকে একটি নির্দেশনা জারি করা হয়েছে। বিশেষজ্ঞরা মনে করছেন, দ্রুত সিদ্ধান্ত না নিলে সংকট আরও গভীর হতে পারে। সরকারের পক্ষ থেকে জানানো হয়েছে, পরিস্থিতি নিয়ন্ত্রণে রাখতে বিভিন্ন পদক্ষেপ নেওয়া হচ্ছে। সংশ্লিষ্ট কর্মকর্তারা বলেন, আগামী দিনগুলোতে এই কার্যক্রম আরও জোরদার করা হবে এবং জনগণের ভোগান্তি কমাতে প্রয়োজনীয় সব ব্যবস্থা গ্রহণ করা হবে। এ বিষয়ে মন্ত্রণালয় থেকে একটি নির্দেশনা জারি করা হয়েছে। বিশেষজ্ঞরা মনে করছেন, দ্রুত সিদ্ধান্ত না নিলে সংকট আরও গভীর হতে পারে। সরকারের পক্ষ থেকে জানানো হয়েছে, পরিস্থিতি নিয়ন্ত্রণে রাখতে বিভিন্ন পদক্ষেপ নেওয়া হচ্ছে। সংশ্লিষ্ট কর্মকর্তারা বলেন, আগামী দিনগুলোতে এই কার্যক্রম আরও জোরদার করা হবে এবং জনগণের ভোগান্তি কমাতে প্রয়োজনীয় সব ব্যবস্থা গ্রহণ করা হবে। এ বিষয়ে মন্ত্রণালয় থেকে একটি নির্দেশনা জারি করা হয়েছে। বিশেষজ্ঞরা মনে করছেন, দ্রুত সিদ্ধান্ত না নিলে সংকট আরও গভীর হতে পারে। সরকারের পক্ষ থেকে জানানো হয়েছে, পরিস্থিতি নিয়ন্ত্রণে রাখতে বিভিন্ন পদক্ষেপ নেওয়া হচ্ছে। সংশ্লিষ্ট কর্মকর্তারা বলেন, আগামী দিনগুলোতে এই কার্যক্রম আরও জোরদার করা হবে এবং জনগণের ভোগান্তি কমাতে প্রয়োজনীয় সব ব্যবস্থা গ্রহণ করা হবে। এ বিষয়ে মন্ত্রণালয় থেকে একটি নির্দেশনা জারি করা হয়েছে। বিশেষজ্ঞরা মনে করছেন, দ্রুত সিদ্ধান্ত না নিলে সংকট আরও গভীর হতে পারে। সরকারের পক্ষ থেকে জানানো হয়েছে, পরিস্থিতি নিয়ন্ত্রণে রাখতে বিভিন্ন পদক্ষেপ নেওয়া হচ্ছে। সংশ্লিষ্ট কর্মকর্তারা বলেন, আগামী দিনগুলোতে এই কার্যক্রম আরও জোরদার করা হবে এবং জনগণের ভোগান্তি কমাতে প্রয়োজনীয় সব ব্যবস্থা গ্রহণ করা হবে। এ বিষয়ে মন্ত্রণালয় থেকে একটি নির্দেশনা জারি করা হয়েছে। বিশেষজ্ঞরা মনে করছেন, দ্রুত সিদ্ধান্ত না নিলে সংকট আরও গভীর হতে পারে। সরকারের পক্ষ থেকে জানানো হয়েছে, পরিস্থিতি নিয়ন্ত্রণে রাখতে বিভিন্ন পদক্ষেপ নেওয়া হচ্ছে। সংশ্লিষ্ট কর্মকর্তারা বলেন, আগামী দিনগুলোতে এই কার্যক্রম আরও জোরদার করা হবে এবং জনগণের ভোগান্তি কমাতে প্রয়োজনীয় সব ব্যবস্থা গ্রহণ করা হবে। এ বিষয়ে মন্ত্রণালয় থেকে একটি নির্দেশনা জারি করা হয়েছে। বিশেষজ্ঞরা মনে করছেন, দ্রুত সিদ্ধান্ত না নিলে সংকট আরও গভীর হতে পারে। সরকারের পক্ষ থেকে জানানো হয়েছে, পরিস্থিতি নিয়ন্ত্রণে রাখতে বিভিন্ন পদক্ষেপ নেওয়া হচ্ছে। সংশ্লিষ্ট কর্মকর্তারা বলেন, আগামী দিনগুলোতে এই কার্যক্রম আরও জোরদার করা হবে এবং জনগণের ভোগান্তি কমাতে প্রয়োজনীয় সব ব্যবস্থা গ্রহণ করা হবে। এ বিষয়ে মন্ত্রণালয় থেকে একটি নির্দেশনা জারি করা হয়েছে। বিশেষজ্ঞরা মনে করছেন, দ্রুত সিদ্ধান্ত না নিলে সংকট আরও গভীর হতে পারে। সরকারের পক্ষ থেকে জানানো হয়েছে, পরিস্থিতি নিয়ন্ত্রণে রাখতে বিভিন্ন পদক্ষেপ নেওয়া হচ্ছে। সংশ্লিষ্ট কর্মকর্তারা বলেন, আগামী দিনগুলোতে এই কার্যক্রম আরও জোরদার করা হবে এবং জনগণের ভোগান্তি কমাতে প্রয়োজনীয় সব ব্যবস্থা গ্রহণ করা হবে। এ বিষয়ে মন্ত্রণালয় থেকে একটি নির্দেশনা জারি করা হয়েছে। বিশেষজ্ঞরা মনে করছেন, দ্রুত সিদ্ধান্ত না নিলে সংকট আরও গভীর হতে পারে। সরকারের পক্ষ থেকে জানানো হয়েছে, পরিস্থিতি নিয়ন্ত্রণে রাখতে বিভিন্ন পদক্ষেপ নেওয়া হচ্ছে। সংশ্লিষ্ট কর্মকর্তারা বলেন, আগামী দিনগুলোতে এই কার্যক্রম আরও জোরদার করা হবে এবং জনগণের ভোগান্তি কমাতে প্রয়োজনীয় সব ব্যবস্থা গ্রহণ করা হবে। এ বিষয়ে মন্ত্রণালয় থেকে একটি নির্দেশনা জারি করা হয়েছে। বিশেষজ্ঞরা মনে করছেন, দ্রুত সিদ্ধান্ত না নিলে সংকট আরও গভীর হতে পারে। সরকারের পক্ষ থেকে জানানো হয়েছে, পরিস্থিতি নিয়ন্ত্রণে রাখতে বিভিন্ন পদক্ষেপ নেওয়া হচ্ছে। সংশ্লিষ্ট কর্মকর্তারা বলেন, আগামী দিনগুলোতে এই কার্যক্রম আরও জোরদার করা হবে এবং জনগণের ভোগান্তি কমাতে প্রয়োজনীয় সব ব্যবস্থা গ্রহণ করা হবে। এ বিষয়ে মন্ত্রণালয় থেকে একটি নির্দেশনা জারি করা হয়েছে। বিশেষজ্ঞরা মনে করছেন, দ্রুত সিদ্ধান্ত না নিলে সংকট আরও গভীর হতে পারে। (416, 82, 550, 453)
column-5 (556, 82, 690, 1040)
date: ৮ এপ্রিল ২০২৬ (596, 61, 648, 70)
newspaper-logo (24, 51, 99, 76)
story-body: সরকারের পক্ষ থেকে জানানো হয়েছে, পরিস্থিতি নিয়ন্ত্রণে রাখতে বিভিন্ন পদক্ষেপ নেওয়া হচ্ছে। সংশ্লিষ্ট কর্মকর্তারা বলেন, আগামী দিনগুলোতে এই কার্যক্রম আরও জোরদার করা হবে এবং জনগণের ভোগান্তি কমাতে প্রয়োজনীয় সব ব্যবস্থা গ্রহণ করা হবে। এ বিষয়ে মন্ত্রণালয় থেকে একটি নির্দেশনা জারি করা হয়েছে। বিশেষজ্ঞরা মনে করছেন, দ্রুত সিদ্ধান্ত না নিলে সংকট আরও গভীর হতে পারে। সরকারের পক্ষ থেকে জানানো হয়েছে, পরিস্থিতি নিয়ন্ত্রণে রাখতে বিভিন্ন পদক্ষেপ নেওয়া হচ্ছে। সংশ্লিষ্ট কর্মকর্তারা বলেন, আগামী দিনগুলোতে এই কার্যক্রম আরও জোরদার করা হবে এবং জনগণের ভোগান্তি কমাতে প্রয়োজনীয় সব ব্যবস্থা গ্রহণ করা হবে। এ বিষয়ে মন্ত্রণালয় থেকে একটি নির্দেশনা জারি করা হয়েছে। বিশেষজ্ঞরা মনে করছেন, দ্রুত সিদ্ধান্ত না নিলে সংকট আরও গভীর হতে পারে। সরকারের পক্ষ থেকে জানানো হয়েছে, পরিস্থিতি নিয়ন্ত্রণে রাখতে বিভিন্ন পদক্ষেপ নেওয়া হচ্ছে। সংশ্লিষ্ট কর্মকর্তারা বলেন, আগামী দিনগুলোতে এই কার্যক্রম আরও জোরদার করা হবে এবং জনগণের ভোগান্তি কমাতে প্রয়োজনীয় সব ব্যবস্থা গ্রহণ করা হবে। এ বিষয়ে মন্ত্রণালয় থেকে একটি নির্দেশনা জারি করা হয়েছে। বিশেষজ্ঞরা মনে করছেন, দ্রুত সিদ্ধান্ত না নিলে সংকট আরও গভীর হতে পারে। সরকারের পক্ষ থেকে জানানো হয়েছে, পরিস্থিতি নিয়ন্ত্রণে রাখতে বিভিন্ন পদক্ষেপ নেওয়া হচ্ছে। সংশ্লিষ্ট কর্মকর্তারা বলেন, আগামী দিনগুলোতে এই কার্যক্রম আরও জোরদার করা হবে এবং জনগণের ভোগান্তি কমাতে প্রয়োজনীয় সব ব্যবস্থা গ্রহণ করা হবে। এ বিষয়ে মন্ত্রণালয় থেকে একটি নির্দেশনা জারি করা হয়েছে। বিশেষজ্ঞরা মনে করছেন, দ্রুত সিদ্ধান্ত না নিলে সংকট আরও গভীর হতে পারে। সরকারের পক্ষ থেকে জানানো হয়েছে, পরিস্থিতি নিয়ন্ত্রণে রাখতে বিভিন্ন পদক্ষেপ নেওয়া হচ্ছে। সংশ্লিষ্ট কর্মকর্তারা বলেন, আগামী দিনগুলোতে এই কার্যক্রম আরও জোরদার করা হবে এবং জনগণের ভোগান্তি কমাতে প্রয়োজনীয় সব ব্যবস্থা গ্রহণ করা হবে। এ বিষয়ে মন্ত্রণালয় থেকে একটি নির্দেশনা জারি করা হয়েছে। বিশেষজ্ঞরা মনে করছেন, দ্রুত সিদ্ধান্ত না নিলে সংকট আরও গভীর হতে পারে। সরকারের পক্ষ থেকে জানানো হয়েছে, পরিস্থিতি নিয়ন্ত্রণে রাখতে বিভিন্ন পদক্ষেপ নেওয়া হচ্ছে। সংশ্লিষ্ট কর্মকর্তারা বলেন, আগামী দিনগুলোতে এই কার্যক্রম আরও জোরদার করা হবে এবং জনগণের ভোগান্তি কমাতে প্রয়োজনীয় সব ব্যবস্থা গ্রহণ করা হবে। এ বিষয়ে মন্ত্রণালয় থেকে একটি নির্দেশনা জারি করা হয়েছে। বিশেষজ্ঞরা মনে করছেন, দ্রুত সিদ্ধান্ত না নিলে সংকট আরও গভীর হতে পারে। সরকারের পক্ষ থেকে জানানো হয়েছে, পরিস্থিতি নিয়ন্ত্রণে রাখতে বিভিন্ন পদক্ষেপ নেওয়া হচ্ছে। সংশ্লিষ্ট কর্মকর্তারা বলেন, আগামী দিনগুলোতে এই কার্যক্রম আরও জোরদার করা হবে এবং জনগণের ভোগান্তি কমাতে প্রয়োজনীয় সব ব্যবস্থা গ্রহণ করা হবে। এ বিষয়ে মন্ত্রণালয় থেকে একটি নির্দেশনা জারি করা হয়েছে। বিশেষজ্ঞরা মনে করছেন, দ্রুত সিদ্ধান্ত না নিলে সংকট আরও গভীর হতে পারে। সরকারের পক্ষ থেকে জানানো হয়েছে, পরিস্থিতি নিয়ন্ত্রণে রাখতে বিভিন্ন পদক্ষেপ নেওয়া হচ্ছে। সংশ্লিষ্ট কর্মকর্তারা বলেন, আগামী দিনগুলোতে এই কার্যক্রম আরও জোরদার করা হবে এবং জনগণের ভোগান্তি কমাতে প্রয়োজনীয় সব ব্যবস্থা গ্রহণ করা হবে। এ বিষয়ে মন্ত্রণালয় থেকে একটি নির্দেশনা জারি করা হয়েছে। বিশেষজ্ঞরা মনে করছেন, দ্রুত সিদ্ধান্ত না নিলে সংকট আরও গভীর হতে পারে। (556, 82, 690, 350)
story-body: সরকারের পক্ষ থেকে জানানো হয়েছে, পরিস্থিতি নিয়ন্ত্রণে রাখতে বিভিন্ন পদক্ষেপ নেওয়া হচ্ছে। সংশ্লিষ্ট কর্মকর্তারা বলেন, আগামী দিনগুলোতে এই কার্যক্রম আরও জোরদার করা হবে এবং জনগণের ভোগান্তি কমাতে প্রয়োজনীয় সব ব্যবস্থা গ্রহণ করা হবে। এ বিষয়ে মন্ত্রণালয় থেকে একটি নির্দেশনা জারি করা হয়েছে। বিশেষজ্ঞরা মনে করছেন, দ্রুত সিদ্ধান্ত না নিলে সংকট আরও গভীর হতে পারে। সরকারের পক্ষ থেকে জানানো হয়েছে, পরিস্থিতি নিয়ন্ত্রণে রাখতে বিভিন্ন পদক্ষেপ নেওয়া হচ্ছে। সংশ্লিষ্ট কর্মকর্তারা বলেন, আগামী দিনগুলোতে এই কার্যক্রম আরও জোরদার করা হবে এবং জনগণের ভোগান্তি কমাতে প্রয়োজনীয় সব ব্যবস্থা গ্রহণ করা হবে। এ বিষয়ে মন্ত্রণালয় থেকে একটি নির্দেশনা জারি করা হয়েছে। বিশেষজ্ঞরা মনে করছেন, দ্রুত সিদ্ধান্ত না নিলে সংকট আরও গভীর হতে পারে। সরকারের পক্ষ থেকে জানানো হয়েছে, পরিস্থিতি নিয়ন্ত্রণে রাখতে বিভিন্ন পদক্ষেপ নেওয়া হচ্ছে। সংশ্লিষ্ট কর্মকর্তারা বলেন, আগামী দিনগুলোতে এই কার্যক্রম আরও জোরদার করা হবে এবং জনগণের ভোগান্তি কমাতে প্রয়োজনীয় সব ব্যবস্থা গ্রহণ করা হবে। এ বিষয়ে মন্ত্রণালয় থেকে একটি নির্দেশনা জারি করা হয়েছে। বিশেষজ্ঞরা মনে করছেন, দ্রুত সিদ্ধান্ত না নিলে সংকট আরও গভীর হতে পারে। সরকারের পক্ষ থেকে জানানো হয়েছে, পরিস্থিতি নিয়ন্ত্রণে রাখতে (182, 410, 288, 544)
headline: জামায়াতকর্মী সুমির সঙ্গে (298, 610, 406, 624)
jump-label: (প্রথম পাতার পর) (76, 470, 112, 477)
column-1 (14, 82, 174, 1040)
headline: ৩ মাসের মধ্যে সুপ্রিম (36, 622, 152, 639)
story-body: নিজস্ব প্রতিবেদক । সরকারের পক্ষ থেকে জানানো হয়েছে, পরিস্থিতি নিয়ন্ত্রণে রাখতে বিভিন্ন পদক্ষেপ নেওয়া হচ্ছে। সংশ্লিষ্ট কর্মকর্তারা বলেন, আগামী দিনগুলোতে এই কার্যক্রম আরও জোরদার করা হবে এবং জনগণের ভোগান্তি কমাতে প্রয়োজনীয় সব ব্যবস্থা গ্রহণ করা হবে। এ বিষয়ে মন্ত্রণালয় থেকে একটি নির্দেশনা জারি করা হয়েছে। বিশেষজ্ঞরা মনে করছেন, দ্রুত সিদ্ধান্ত না নিলে সংকট আরও গভীর হতে পারে। সরকারের পক্ষ থেকে জানানো হয়েছে, পরিস্থিতি নিয়ন্ত্রণে রাখতে বিভিন্ন পদক্ষেপ নেওয়া হচ্ছে। সংশ্লিষ্ট কর্মকর্তারা বলেন, আগামী দিনগুলোতে এই কার্যক্রম আরও জোরদার করা হবে এবং জনগণের ভোগান্তি কমাতে প্রয়োজনীয় সব ব্যবস্থা গ্রহণ করা হবে। এ বিষয়ে মন্ত্রণালয় থেকে একটি নির্দেশনা জারি করা হয়েছে। বিশেষজ্ঞরা মনে করছেন, দ্রুত সিদ্ধান্ত না নিলে সংকট আরও গভীর হতে পারে। সরকারের পক্ষ থেকে জানানো হয়েছে, পরিস্থিতি নিয়ন্ত্রণে রাখতে বিভিন্ন পদক্ষেপ নেওয়া হচ্ছে। সংশ্লিষ্ট কর্মকর্তারা বলেন, আগামী দিনগুলোতে এই কার্যক্রম আরও জোরদার করা হবে এবং জনগণের ভোগান্তি কমাতে প্রয়োজনীয় সব ব্যবস্থা গ্রহণ করা হবে। এ বিষয়ে মন্ত্রণালয় থেকে একটি নির্দেশনা জারি করা হয়েছে। বিশেষজ্ঞরা মনে করছেন, দ্রুত সিদ্ধান্ত না নিলে সংকট আরও গভীর হতে পারে। সরকারের পক্ষ থেকে জানানো হয়েছে, পরিস্থিতি নিয়ন্ত্রণে রাখতে বিভিন্ন পদক্ষেপ নেওয়া হচ্ছে। সংশ্লিষ্ট কর্মকর্তারা বলেন, আগামী দিনগুলোতে এই কার্যক্রম আরও জোরদার করা হবে এবং জনগণের ভোগান্তি কমাতে প্রয়োজনীয় সব (556, 619, 690, 741)
story-body: সরকারের পক্ষ থেকে জানানো হয়েছে, পরিস্থিতি নিয়ন্ত্রণে রাখতে বিভিন্ন পদক্ষেপ নেওয়া হচ্ছে। সংশ্লিষ্ট কর্মকর্তারা বলেন, আগামী দিনগুলোতে এই কার্যক্রম আরও জোরদার করা হবে এবং জনগণের ভোগান্তি কমাতে প্রয়োজনীয় সব ব্যবস্থা গ্রহণ করা হবে। এ বিষয়ে মন্ত্রণালয় থেকে একটি নির্দেশনা জারি করা হয়েছে। বিশেষজ্ঞরা মনে করছেন, দ্রুত সিদ্ধান্ত না নিলে সংকট আরও গভীর হতে পারে। সরকারের পক্ষ থেকে জানানো হয়েছে, পরিস্থিতি নিয়ন্ত্রণে রাখতে বিভিন্ন পদক্ষেপ নেওয়া হচ্ছে। সংশ্লিষ্ট কর্মকর্তারা বলেন, আগামী দিনগুলোতে এই কার্যক্রম আরও জোরদার করা হবে এবং জনগণের ভোগান্তি কমাতে প্রয়োজনীয় সব ব্যবস্থা গ্রহণ করা হবে। এ বিষয়ে মন্ত্রণালয় থেকে একটি নির্দেশনা জারি করা হয়েছে। বিশেষজ্ঞরা মনে করছেন, দ্রুত সিদ্ধান্ত না নিলে সংকট আরও গভীর হতে পারে। সরকারের পক্ষ থেকে জানানো হয়েছে, পরিস্থিতি নিয়ন্ত্রণে রাখতে বিভিন্ন পদক্ষেপ নেওয়া হচ্ছে। সংশ্লিষ্ট কর্মকর্তারা বলেন, আগামী দিনগুলোতে এই কার্যক্রম আরও জোরদার করা হবে এবং জনগণের ভোগান্তি কমাতে প্রয়োজনীয় সব ব্যবস্থা গ্রহণ করা হবে। এ বিষয়ে মন্ত্রণালয় থেকে একটি নির্দেশনা জারি করা হয়েছে। বিশেষজ্ঞরা মনে করছেন, দ্রুত সিদ্ধান্ত না নিলে সংকট আরও গভীর হতে পারে। সরকারের পক্ষ থেকে জানানো হয়েছে, পরিস্থিতি নিয়ন্ত্রণে রাখতে বিভিন্ন পদক্ষেপ নেওয়া হচ্ছে। সংশ্লিষ্ট কর্মকর্তারা বলেন, আগামী দিনগুলোতে এই কার্যক্রম আরও জোরদার করা হবে এবং জনগণের ভোগান্তি কমাতে প্রয়োজনীয় সব ব্যবস্থা গ্রহণ করা হবে। এ বিষয়ে মন্ত্রণালয় থেকে একটি নির্দেশনা জারি করা হয়েছে। বিশেষজ্ঞরা মনে করছেন, দ্রুত সিদ্ধান্ত না নিলে সংকট আরও গভীর হতে পারে। সরকারের পক্ষ থেকে জানানো হয়েছে, পরিস্থিতি নিয়ন্ত্রণে রাখতে বিভিন্ন পদক্ষেপ নেওয়া হচ্ছে। সংশ্লিষ্ট কর্মকর্তারা বলেন, আগামী দিনগুলোতে এই কার্যক্রম আরও জোরদার করা হবে এবং জনগণের ভোগান্তি কমাতে প্রয়োজনীয় সব ব্যবস্থা গ্রহণ করা হবে। এ বিষয়ে মন্ত্রণালয় থেকে একটি নির্দেশনা জারি করা হয়েছে। বিশেষজ্ঞরা মনে করছেন, দ্রুত সিদ্ধান্ত না নিলে সংকট আরও গভীর হতে পারে। (14, 477, 174, 617)
story-body: নিজস্ব প্রতিবেদক । সরকারের পক্ষ থেকে জানানো হয়েছে, পরিস্থিতি নিয়ন্ত্রণে রাখতে বিভিন্ন পদক্ষেপ নেওয়া হচ্ছে। সংশ্লিষ্ট কর্মকর্তারা বলেন, আগামী দিনগুলোতে এই কার্যক্রম আরও জোরদার করা হবে এবং জনগণের ভোগান্তি কমাতে প্রয়োজনীয় সব ব্যবস্থা গ্রহণ করা হবে। এ বিষয়ে মন্ত্রণালয় থেকে একটি নির্দেশনা জারি করা হয়েছে। বিশেষজ্ঞরা মনে করছেন, দ্রুত সিদ্ধান্ত না নিলে সংকট আরও গভীর হতে পারে। সরকারের পক্ষ থেকে জানানো হয়েছে, পরিস্থিতি নিয়ন্ত্রণে রাখতে বিভিন্ন পদক্ষেপ নেওয়া হচ্ছে। সংশ্লিষ্ট কর্মকর্তারা বলেন, আগামী দিনগুলোতে এই কার্যক্রম আরও জোরদার করা হবে এবং জনগণের ভোগান্তি কমাতে প্রয়োজনীয় সব ব্যবস্থা গ্রহণ করা হবে। এ বিষয়ে মন্ত্রণালয় থেকে একটি নির্দেশনা জারি করা হয়েছে। বিশেষজ্ঞরা মনে করছেন, দ্রুত সিদ্ধান্ত না নিলে সংকট আরও গভীর হতে পারে। সরকারের পক্ষ থেকে জানানো হয়েছে, পরিস্থিতি নিয়ন্ত্রণে রাখতে বিভিন্ন পদক্ষেপ নেওয়া হচ্ছে। সংশ্লিষ্ট কর্মকর্তারা বলেন, আগামী দিনগুলোতে এই কার্যক্রম আরও জোরদার করা হবে এবং জনগণের ভোগান্তি কমাতে প্রয়োজনীয় সব ব্যবস্থা গ্রহণ করা হবে। এ বিষয়ে মন্ত্রণালয় থেকে একটি নির্দেশনা জারি করা হয়েছে। বিশেষজ্ঞরা মনে করছেন, দ্রুত সিদ্ধান্ত না নিলে সংকট আরও গভীর হতে পারে। সরকারের পক্ষ থেকে জানানো হয়েছে, পরিস্থিতি নিয়ন্ত্রণে রাখতে বিভিন্ন পদক্ষেপ নেওয়া হচ্ছে। সংশ্লিষ্ট কর্মকর্তারা বলেন, আগামী দিনগুলোতে এই কার্যক্রম আরও জোরদার করা হবে এবং জনগণের ভোগান্তি কমাতে প্রয়োজনীয় সব ব্যবস্থা গ্রহণ করা হবে। এ বিষয়ে মন্ত্রণালয় থেকে একটি নির্দেশনা জারি করা হয়েছে। বিশেষজ্ঞরা মনে করছেন, দ্রুত সিদ্ধান্ত না নিলে সংকট আরও গভীর হতে পারে। সরকারের পক্ষ থেকে জানানো হয়েছে, পরিস্থিতি নিয়ন্ত্রণে রাখতে বিভিন্ন পদক্ষেপ নেওয়া হচ্ছে। সংশ্লিষ্ট কর্মকর্তারা বলেন, আগামী দিনগুলোতে এই কার্যক্রম আরও জোরদার করা হবে এবং জনগণের ভোগান্তি কমাতে প্রয়োজনীয় সব ব্যবস্থা গ্রহণ করা হবে। এ বিষয়ে মন্ত্রণালয় থেকে একটি নির্দেশনা জারি করা হয়েছে। বিশেষজ্ঞরা মনে করছেন, দ্রুত সিদ্ধান্ত না নিলে সংকট আরও গভীর হতে পারে। সরকারের পক্ষ থেকে জানানো হয়েছে, পরিস্থিতি নিয়ন্ত্রণে রাখতে বিভিন্ন পদক্ষেপ নেওয়া হচ্ছে। সংশ্লিষ্ট কর্মকর্তারা বলেন, আগামী দিনগুলোতে এই কার্যক্রম আরও জোরদার করা হবে এবং জনগণের ভোগান্তি কমাতে প্রয়োজনীয় সব ব্যবস্থা গ্রহণ করা হবে। এ বিষয়ে মন্ত্রণালয় থেকে একটি নির্দেশনা জারি করা (556, 392, 690, 587)
story (294, 937, 410, 1040)
story (556, 350, 690, 587)
jump-label: (প্রথম পাতার পর) (334, 711, 370, 718)
jump-label: (প্রথম পাতার পর) (334, 353, 370, 360)
jump-label: (প্রথম পাতার পর) (334, 624, 370, 631)
column-4 (416, 82, 550, 1040)
jump-label: (প্রথম পাতার পর) (334, 231, 370, 238)
column-rule (413, 82, 414, 1040)
jump-label: (প্রথম পাতার পর) (334, 952, 370, 959)
story-body: সরকারের পক্ষ থেকে জানানো হয়েছে, পরিস্থিতি নিয়ন্ত্রণে রাখতে বিভিন্ন পদক্ষেপ নেওয়া হচ্ছে। সংশ্লিষ্ট কর্মকর্তারা বলেন, আগামী দিনগুলোতে এই কার্যক্রম আরও জোরদার করা হবে এবং জনগণের ভোগান্তি কমাতে প্রয়োজনীয় সব ব্যবস্থা গ্রহণ করা হবে। এ বিষয়ে মন্ত্রণালয় থেকে একটি নির্দেশনা জারি করা হয়েছে। বিশেষজ্ঞরা মনে করছেন, দ্রুত সিদ্ধান্ত না নিলে সংকট আরও গভীর হতে পারে। সরকারের পক্ষ থেকে জানানো হয়েছে, পরিস্থিতি নিয়ন্ত্রণে রাখতে বিভিন্ন পদক্ষেপ নেওয়া হচ্ছে। সংশ্লিষ্ট কর্মকর্তারা বলেন, আগামী দিনগুলোতে এই কার্যক্রম আরও জোরদার করা হবে এবং জনগণের ভোগান্তি কমাতে প্রয়োজনীয় সব ব্যবস্থা গ্রহণ করা হবে। এ বিষয়ে মন্ত্রণালয় থেকে একটি নির্দেশনা জারি করা হয়েছে। বিশেষজ্ঞরা মনে করছেন, দ্রুত সিদ্ধান্ত না নিলে সংকট আরও গভীর হতে পারে। সরকারের পক্ষ (294, 959, 410, 1038)
story-body: সরকারের পক্ষ থেকে জানানো হয়েছে, পরিস্থিতি নিয়ন্ত্রণে রাখতে বিভিন্ন পদক্ষেপ নেওয়া হচ্ছে। সংশ্লিষ্ট কর্মকর্তারা বলেন, আগামী দিনগুলোতে এই কার্যক্রম আরও জোরদার করা হবে এবং জনগণের ভোগান্তি কমাতে প্রয়োজনীয় সব ব্যবস্থা গ্রহণ করা হবে। এ বিষয়ে মন্ত্রণালয় থেকে একটি নির্দেশনা জারি করা হয়েছে। বিশেষজ্ঞরা মনে করছেন, দ্রুত সিদ্ধান্ত না নিলে সংকট আরও গভীর হতে পারে। সরকারের পক্ষ থেকে জানানো হয়েছে, পরিস্থিতি নিয়ন্ত্রণে রাখতে বিভিন্ন পদক্ষেপ নেওয়া হচ্ছে। সংশ্লিষ্ট কর্মকর্তারা বলেন, আগামী দিনগুলোতে এই কার্যক্রম আরও জোরদার করা হবে এবং জনগণের ভোগান্তি কমাতে প্রয়োজনীয় সব ব্যবস্থা গ্রহণ করা হবে। এ বিষয়ে মন্ত্রণালয় থেকে একটি নির্দেশনা জারি করা হয়েছে। বিশেষজ্ঞরা মনে করছেন, দ্রুত সিদ্ধান্ত না নিলে সংকট আরও গভীর হতে (14, 791, 174, 845)
jump-label: (প্রথম পাতার পর) (217, 295, 253, 301)
headline: আমানত ফেরতে আরও (295, 937, 409, 952)
column-3 (294, 82, 410, 1040)
column-2 (182, 82, 288, 1040)
story (294, 610, 410, 692)
jump-label: (প্রথম পাতার পর) (334, 804, 370, 811)
headline: বিমানে নতুন এমডি ও ডিএমপি (574, 745, 672, 773)
jump-label: (প্রথম পাতার পর) (76, 784, 112, 791)
story (294, 216, 410, 336)
story (182, 548, 288, 973)
jump-label: (প্রথম পাতার পর) (217, 576, 253, 583)
story (294, 696, 410, 785)
story-body: সরকারের পক্ষ থেকে জানানো হয়েছে, পরিস্থিতি নিয়ন্ত্রণে রাখতে বিভিন্ন পদক্ষেপ নেওয়া হচ্ছে। সংশ্লিষ্ট কর্মকর্তারা বলেন, আগামী দিনগুলোতে এই কার্যক্রম আরও জোরদার করা হবে এবং জনগণের ভোগান্তি কমাতে প্রয়োজনীয় সব ব্যবস্থা গ্রহণ করা (294, 581, 410, 606)
byline: নিজস্ব প্রতিবেদক । (556, 619, 594, 625)
headline: জ্বালানি তেলের সঙ্কটের প্রভাব মোংলা বন্দরেরপণ্য খালাসে (416, 699, 550, 727)
headline: হজ ফ্লাইট ১৮ এপ্রিল (301, 696, 403, 711)
masthead-band-right (430, 46, 690, 74)
headline: জনসংখ্যার ৫২ শতাংশ (428, 453, 538, 468)
headline: বাসসের নতুন এমডি ও প্রধান সম্পাদক কামাল উদ্দিন সবুজ (558, 591, 688, 619)
story (14, 621, 174, 762)
headline: এক লাখ স্বাস্থ্যকর্মী নিয়োগের (195, 548, 275, 576)
story-body: সরকারের পক্ষ থেকে জানানো হয়েছে, পরিস্থিতি নিয়ন্ত্রণে রাখতে বিভিন্ন পদক্ষেপ নেওয়া হচ্ছে। সংশ্লিষ্ট কর্মকর্তারা বলেন, আগামী দিনগুলোতে এই কার্যক্রম আরও জোরদার করা হবে এবং জনগণের ভোগান্তি কমাতে প্রয়োজনীয় সব ব্যবস্থা গ্রহণ করা হবে। এ বিষয়ে মন্ত্রণালয় থেকে একটি নির্দেশনা জারি করা হয়েছে। বিশেষজ্ঞরা মনে করছেন, দ্রুত সিদ্ধান্ত না নিলে সংকট আরও গভীর হতে পারে। সরকারের পক্ষ থেকে জানানো হয়েছে, পরিস্থিতি নিয়ন্ত্রণে রাখতে বিভিন্ন পদক্ষেপ নেওয়া হচ্ছে। সংশ্লিষ্ট কর্মকর্তারা বলেন, আগামী দিনগুলোতে এই কার্যক্রম আরও জোরদার করা হবে এবং জনগণের ভোগান্তি কমাতে প্রয়োজনীয় সব ব্যবস্থা গ্রহণ করা হবে। এ বিষয়ে মন্ত্রণালয় থেকে একটি (294, 718, 410, 785)
jump-label: (প্রথম পাতার পর) (217, 403, 253, 410)
column-rule (291, 82, 292, 1040)
column-rule (178, 82, 179, 1040)
masthead (14, 46, 690, 84)
story-body: সরকারের পক্ষ থেকে জানানো হয়েছে, পরিস্থিতি নিয়ন্ত্রণে রাখতে বিভিন্ন পদক্ষেপ নেওয়া হচ্ছে। সংশ্লিষ্ট কর্মকর্তারা বলেন, আগামী দিনগুলোতে এই কার্যক্রম আরও জোরদার করা হবে এবং জনগণের ভোগান্তি কমাতে প্রয়োজনীয় সব ব্যবস্থা গ্রহণ করা হবে। এ বিষয়ে মন্ত্রণালয় থেকে একটি নির্দেশনা জারি করা হয়েছে। বিশেষজ্ঞরা মনে করছেন, দ্রুত সিদ্ধান্ত না নিলে সংকট আরও গভীর হতে পারে। সরকারের পক্ষ থেকে জানানো হয়েছে, পরিস্থিতি নিয়ন্ত্রণে রাখতে বিভিন্ন পদক্ষেপ নেওয়া হচ্ছে। সংশ্লিষ্ট কর্মকর্তারা বলেন, আগামী দিনগুলোতে এই কার্যক্রম আরও জোরদার করা হবে এবং জনগণের ভোগান্তি কমাতে প্রয়োজনীয় সব ব্যবস্থা গ্রহণ করা হবে। এ বিষয়ে মন্ত্রণালয় থেকে একটি নির্দেশনা জারি করা হয়েছে। বিশেষজ্ঞরা মনে করছেন, দ্রুত সিদ্ধান্ত না নিলে সংকট আরও গভীর হতে পারে। সরকারের পক্ষ থেকে জানানো হয়েছে, পরিস্থিতি নিয়ন্ত্রণে রাখতে বিভিন্ন পদক্ষেপ নেওয়া হচ্ছে। সংশ্লিষ্ট কর্মকর্তারা বলেন, আগামী দিনগুলোতে এই কার্যক্রম আরও জোরদার করা হবে এবং (294, 238, 410, 335)
story (294, 560, 410, 606)
logo-text-end: বার্তা (63, 53, 99, 71)
